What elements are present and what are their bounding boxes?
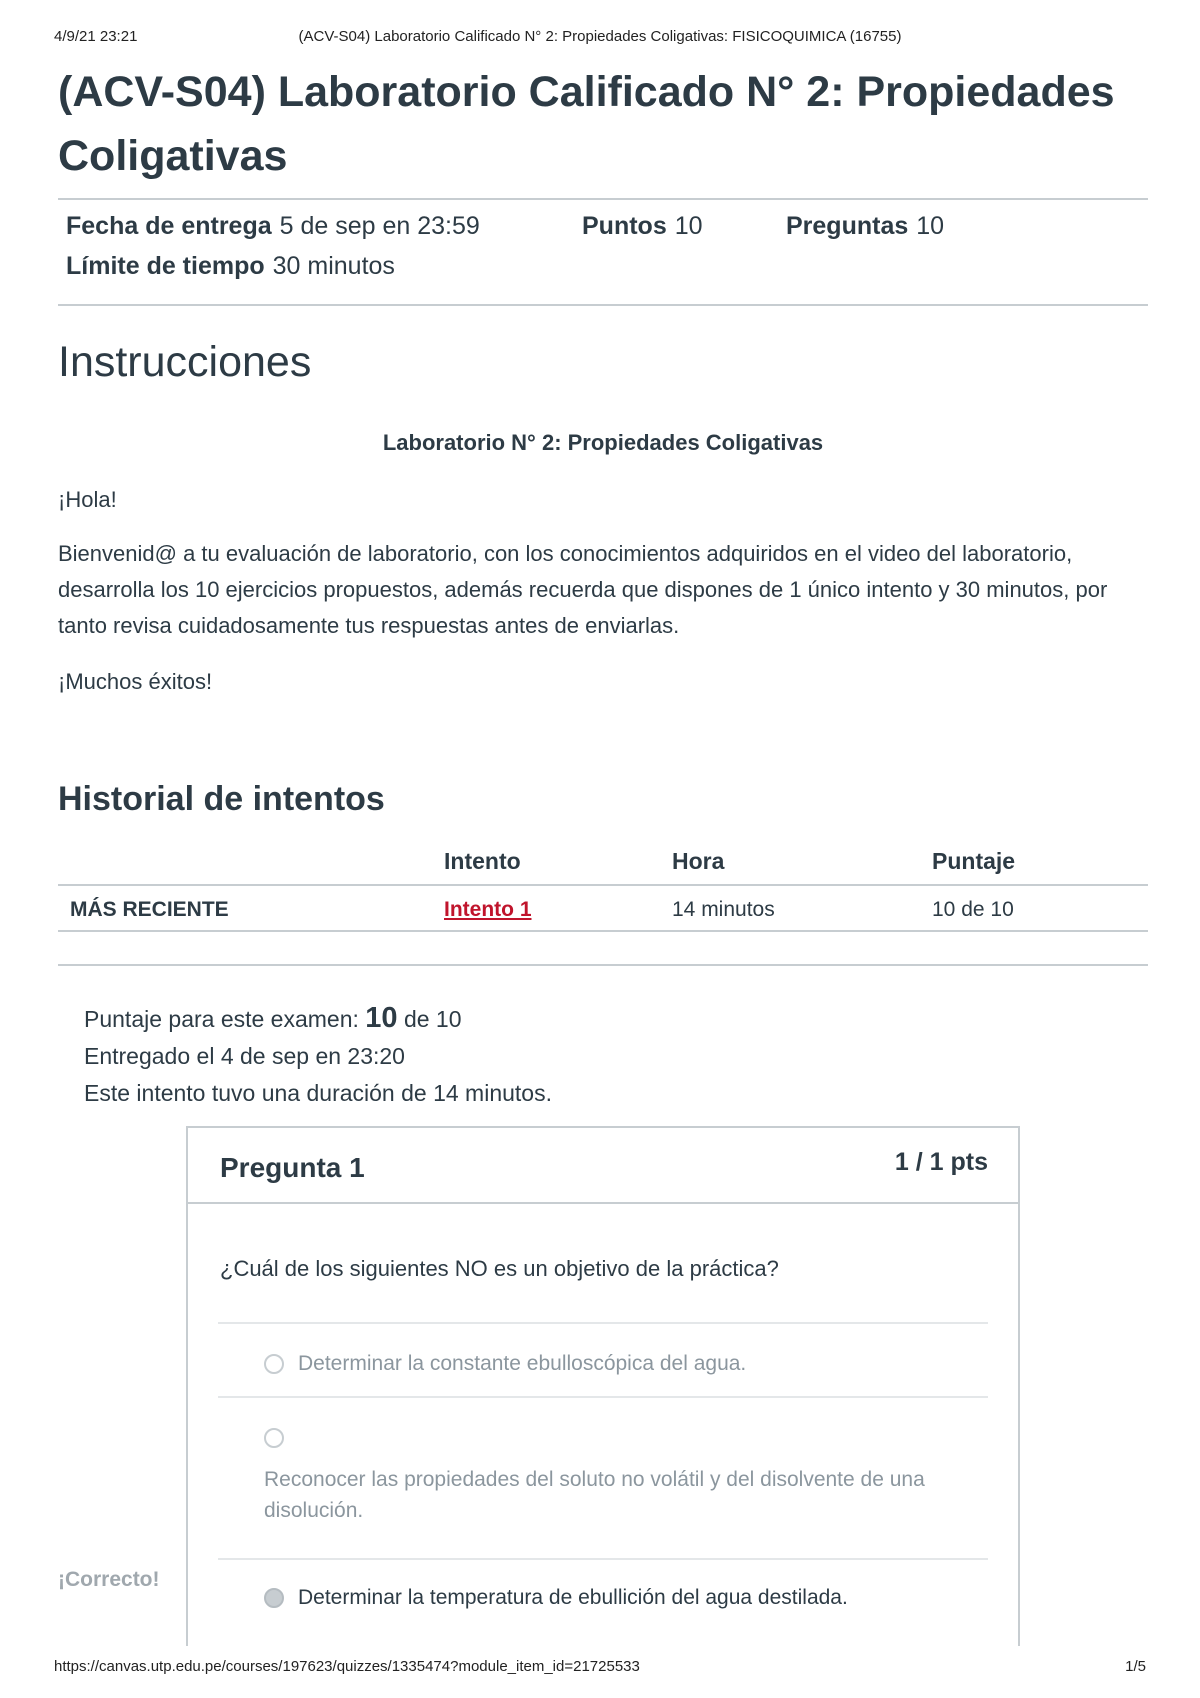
answer-radio-selected[interactable] (264, 1588, 284, 1608)
print-footer (54, 1658, 1146, 1678)
instructions-body: Bienvenid@ a tu evaluación de laboratorio, con los conocimientos adquiridos en el video del laboratorio, desarrolla los 10 ejercicios propuestos, además recuerda que dispones de 1 único intento y 30 minutos, por tanto revisa cuidadosamente tus respuestas antes de enviarlas. (58, 541, 1108, 638)
question-text: ¿Cuál de los siguientes NO es un objetivo de la práctica? (220, 1256, 779, 1281)
time-limit: Límite de tiempo 30 minutos (66, 252, 395, 280)
quiz-meta (66, 212, 1146, 292)
attempt-history-table (58, 842, 1148, 932)
answer-divider (218, 1322, 988, 1324)
answer-option-selected: Determinar la temperatura de ebullición del agua destilada. (298, 1586, 848, 1609)
print-url: https://canvas.utp.edu.pe/courses/197623/quizzes/1335474?module_item_id=21725533 (54, 1658, 640, 1675)
answer-option: Reconocer las propiedades del soluto no volátil y del disolvente de una disolución. (264, 1468, 925, 1522)
exam-score: Puntaje para este examen: 10 de 10 (84, 1002, 462, 1034)
instructions-greeting: ¡Hola! (58, 487, 117, 512)
instructions-heading: Instrucciones (58, 338, 312, 386)
question-title: Pregunta 1 (220, 1152, 365, 1183)
instructions-closing: ¡Muchos éxitos! (58, 669, 213, 694)
divider (58, 304, 1148, 306)
score-summary (84, 1000, 552, 1112)
answer-radio[interactable] (264, 1428, 284, 1448)
points: Puntos 10 (582, 212, 703, 240)
attempt-score: 10 de 10 (932, 898, 1014, 921)
answer-radio[interactable] (264, 1354, 284, 1374)
answer-divider (218, 1396, 988, 1398)
page-title: (ACV-S04) Laboratorio Calificado N° 2: Propiedades Coligativas (58, 68, 1115, 180)
submitted-at: Entregado el 4 de sep en 23:20 (84, 1043, 405, 1069)
divider (58, 198, 1148, 200)
most-recent-label: MÁS RECIENTE (70, 898, 229, 921)
column-header: Intento (444, 848, 521, 874)
column-header: Hora (672, 848, 725, 874)
attempt-link[interactable]: Intento 1 (444, 898, 532, 921)
questions-count: Preguntas 10 (786, 212, 945, 240)
print-title: (ACV-S04) Laboratorio Calificado N° 2: Propiedades Coligativas: FISICOQUIMICA (16755) (298, 28, 902, 45)
column-header: Puntaje (932, 848, 1016, 874)
score-value: 10 (365, 1002, 398, 1034)
page-number: 1/5 (1125, 1658, 1146, 1675)
print-header (54, 28, 1146, 48)
print-date: 4/9/21 23:21 (54, 28, 138, 45)
table-row (58, 884, 1148, 932)
question-card (186, 1126, 1020, 1646)
correct-label: ¡Correcto! (58, 1568, 160, 1591)
question-points: 1 / 1 pts (894, 1148, 988, 1176)
divider (58, 964, 1148, 966)
question-header (188, 1128, 1018, 1204)
attempt-time: 14 minutos (672, 898, 775, 921)
instructions-subtitle: Laboratorio N° 2: Propiedades Coligativas (382, 430, 824, 455)
table-header (58, 842, 1148, 884)
answer-divider (218, 1558, 988, 1560)
answer-option: Determinar la constante ebulloscópica del agua. (298, 1352, 747, 1375)
due-date: Fecha de entrega 5 de sep en 23:59 (66, 212, 480, 240)
history-heading: Historial de intentos (58, 780, 385, 818)
attempt-duration: Este intento tuvo una duración de 14 minutos. (84, 1080, 552, 1106)
